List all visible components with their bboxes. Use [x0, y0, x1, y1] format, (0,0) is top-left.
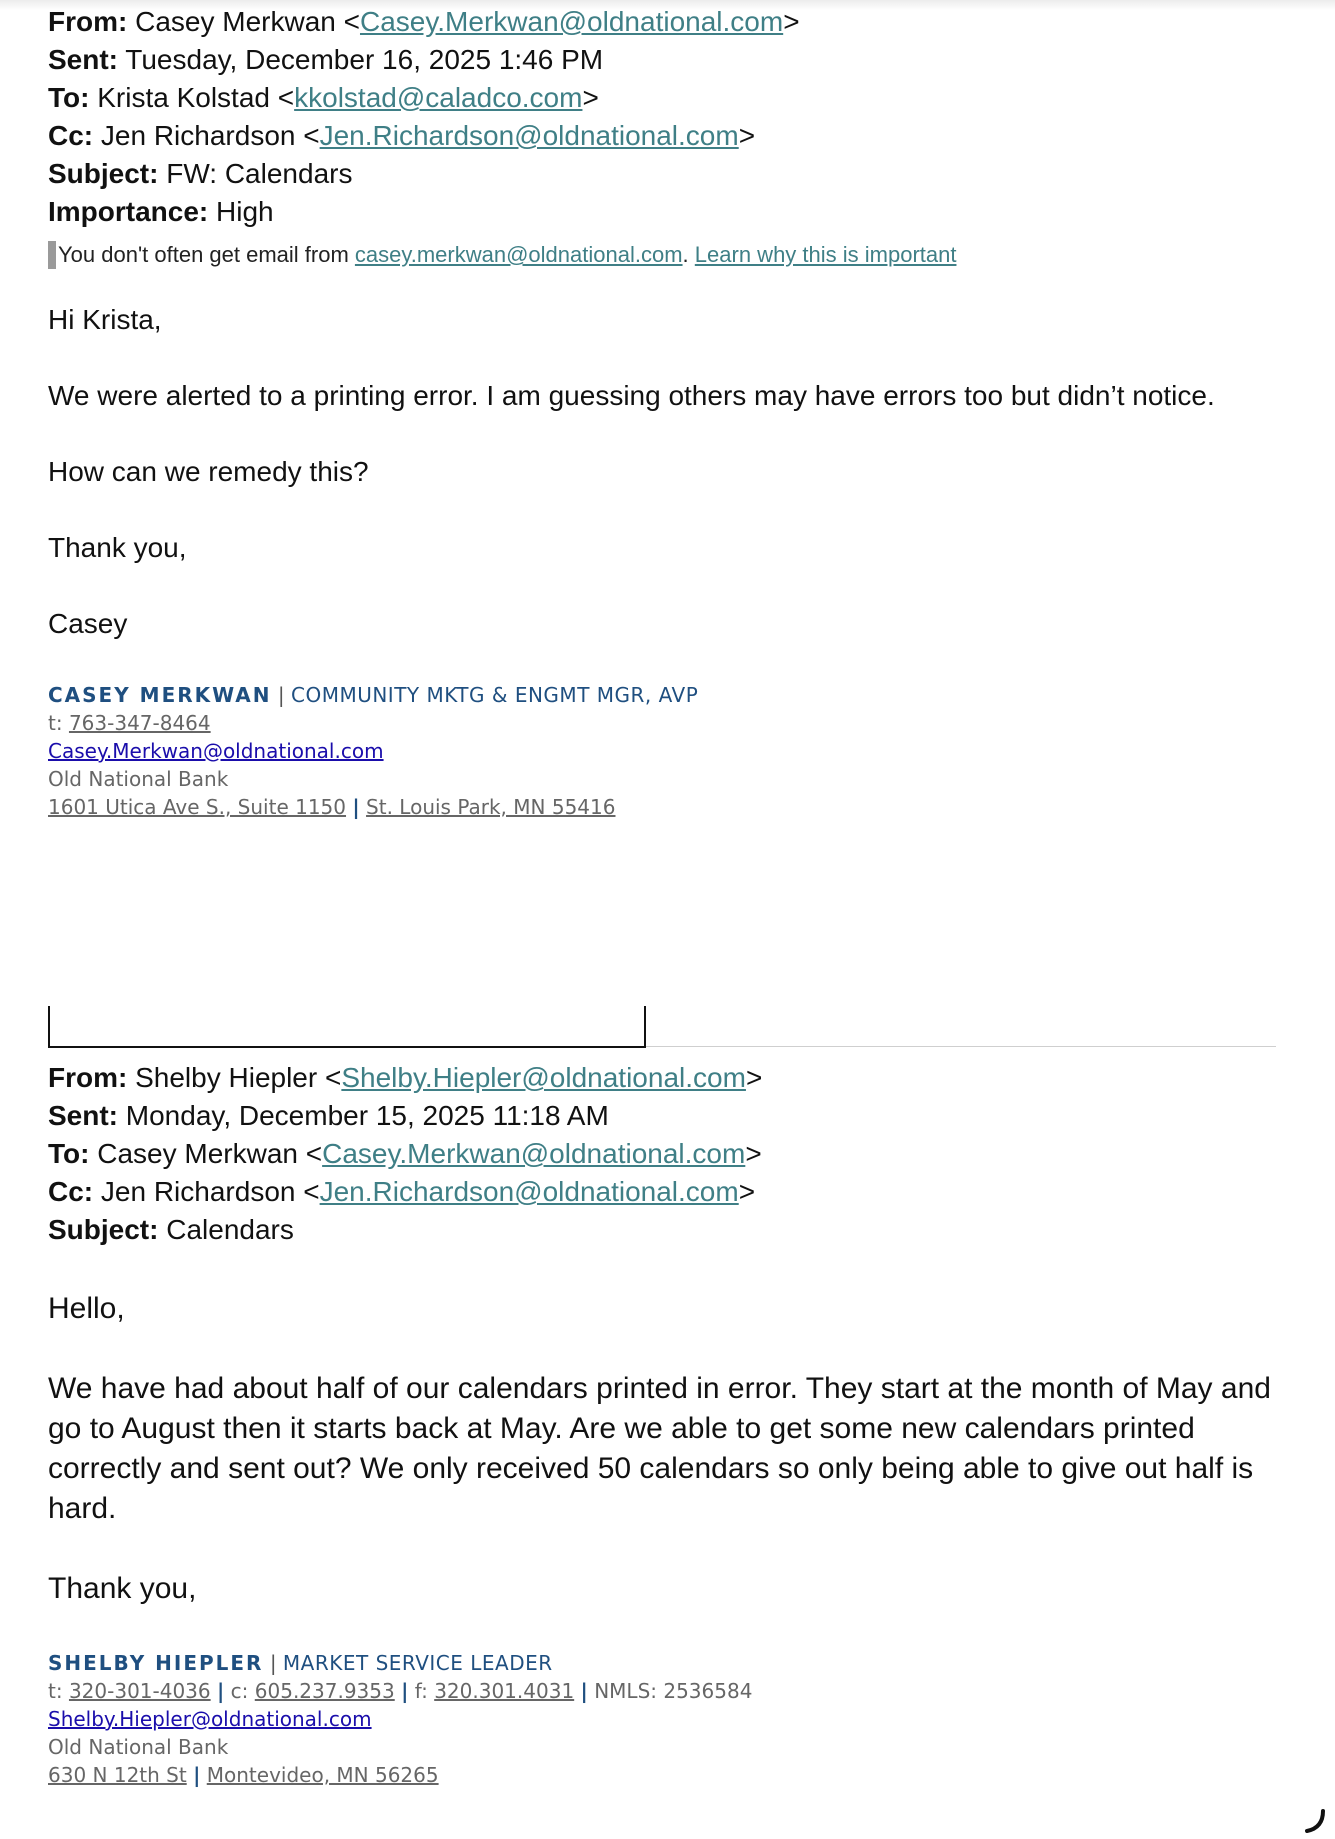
greeting: Hi Krista, [48, 304, 162, 335]
thanks: Thank you, [48, 1572, 197, 1605]
signoff: Casey [48, 608, 128, 639]
external-sender-notice: You don't often get email from casey.merkwan@oldnational.com. Learn why this is important [48, 241, 956, 269]
sig-phone-link[interactable]: 763-347-8464 [68, 711, 211, 735]
sig-name: CASEY MERKWAN [48, 683, 272, 707]
signature-casey [48, 681, 698, 821]
sent-row: Sent: Tuesday, December 16, 2025 1:46 PM [48, 44, 604, 75]
sig-phone-link[interactable]: 320-301-4036 [68, 1679, 211, 1703]
sig-city-link[interactable]: Montevideo, MN 56265 [206, 1763, 439, 1787]
email1-header [48, 3, 800, 231]
sig-address-row: 630 N 12th St | Montevideo, MN 56265 [48, 1763, 439, 1787]
learn-why-link[interactable]: Learn why this is important [694, 242, 957, 267]
sig-phone-row: t: 320-301-4036 | c: 605.237.9353 | f: 320.301.4031 | NMLS: 2536584 [48, 1679, 753, 1703]
sig-name-row: CASEY MERKWAN | COMMUNITY MKTG & ENGMT MGR, AVP [48, 683, 699, 707]
sig-email-row [48, 1705, 752, 1733]
sig-nmls: NMLS: 2536584 [594, 1679, 753, 1703]
sig-name: SHELBY HIEPLER [48, 1651, 264, 1675]
from-email-link[interactable]: Shelby.Hiepler@oldnational.com [341, 1062, 746, 1093]
subject-row: Subject: FW: Calendars [48, 158, 353, 189]
sig-phone-row: t: 763-347-8464 [48, 711, 211, 735]
body-line: We were alerted to a printing error. I am guessing others may have errors too but didn’t notice. [48, 380, 1215, 411]
sig-cell-link[interactable]: 605.237.9353 [254, 1679, 395, 1703]
email1-body [48, 301, 1215, 643]
importance-row: Importance: High [48, 196, 274, 227]
sent-row: Sent: Monday, December 15, 2025 11:18 AM [48, 1100, 609, 1131]
message-divider-box [48, 1006, 646, 1048]
sig-name-row: SHELBY HIEPLER | MARKET SERVICE LEADER [48, 1651, 553, 1675]
to-row: To: Casey Merkwan <Casey.Merkwan@oldnational.com> [48, 1138, 762, 1169]
sig-city-link[interactable]: St. Louis Park, MN 55416 [366, 795, 616, 819]
from-row: From: Shelby Hiepler <Shelby.Hiepler@oldnational.com> [48, 1062, 763, 1093]
subject-row: Subject: Calendars [48, 1214, 294, 1245]
page-corner-curl-icon [1303, 1809, 1327, 1833]
from-email-link[interactable]: Casey.Merkwan@oldnational.com [359, 6, 784, 37]
to-row: To: Krista Kolstad <kkolstad@caladco.com> [48, 82, 599, 113]
sig-fax-link[interactable]: 320.301.4031 [434, 1679, 575, 1703]
body-paragraph: We have had about half of our calendars printed in error. They start at the month of May and go to August then it starts back at May. Are we able to get some new calendars printed correctly and sent out? We only received 50 calendars so only being able to give out half is hard. [48, 1372, 1271, 1525]
cc-row: Cc: Jen Richardson <Jen.Richardson@oldnational.com> [48, 120, 756, 151]
sig-company: Old National Bank [48, 767, 229, 791]
sig-email-link[interactable]: Shelby.Hiepler@oldnational.com [48, 1707, 372, 1731]
sig-company: Old National Bank [48, 1735, 229, 1759]
signature-shelby [48, 1649, 752, 1789]
thanks: Thank you, [48, 532, 187, 563]
greeting: Hello, [48, 1292, 125, 1325]
sig-email-row [48, 737, 698, 765]
body-line: How can we remedy this? [48, 456, 369, 487]
notice-email-link[interactable]: casey.merkwan@oldnational.com [354, 242, 683, 267]
email2-header [48, 1059, 762, 1249]
cc-row: Cc: Jen Richardson <Jen.Richardson@oldnational.com> [48, 1176, 756, 1207]
cc-email-link[interactable]: Jen.Richardson@oldnational.com [319, 1176, 739, 1207]
sig-address-link[interactable]: 630 N 12th St [48, 1763, 187, 1787]
sig-email-link[interactable]: Casey.Merkwan@oldnational.com [48, 739, 384, 763]
sig-address-link[interactable]: 1601 Utica Ave S., Suite 1150 [48, 795, 347, 819]
message-divider-line [646, 1046, 1276, 1047]
sig-title: COMMUNITY MKTG & ENGMT MGR, AVP [290, 683, 699, 707]
sig-address-row: 1601 Utica Ave S., Suite 1150 | St. Louis Park, MN 55416 [48, 795, 616, 819]
to-email-link[interactable]: kkolstad@caladco.com [294, 82, 583, 113]
sig-title: MARKET SERVICE LEADER [282, 1651, 553, 1675]
cc-email-link[interactable]: Jen.Richardson@oldnational.com [319, 120, 739, 151]
notice-bar [48, 241, 56, 269]
email2-body [48, 1289, 1278, 1609]
to-email-link[interactable]: Casey.Merkwan@oldnational.com [322, 1138, 746, 1169]
from-row: From: Casey Merkwan <Casey.Merkwan@oldnational.com> [48, 6, 800, 37]
